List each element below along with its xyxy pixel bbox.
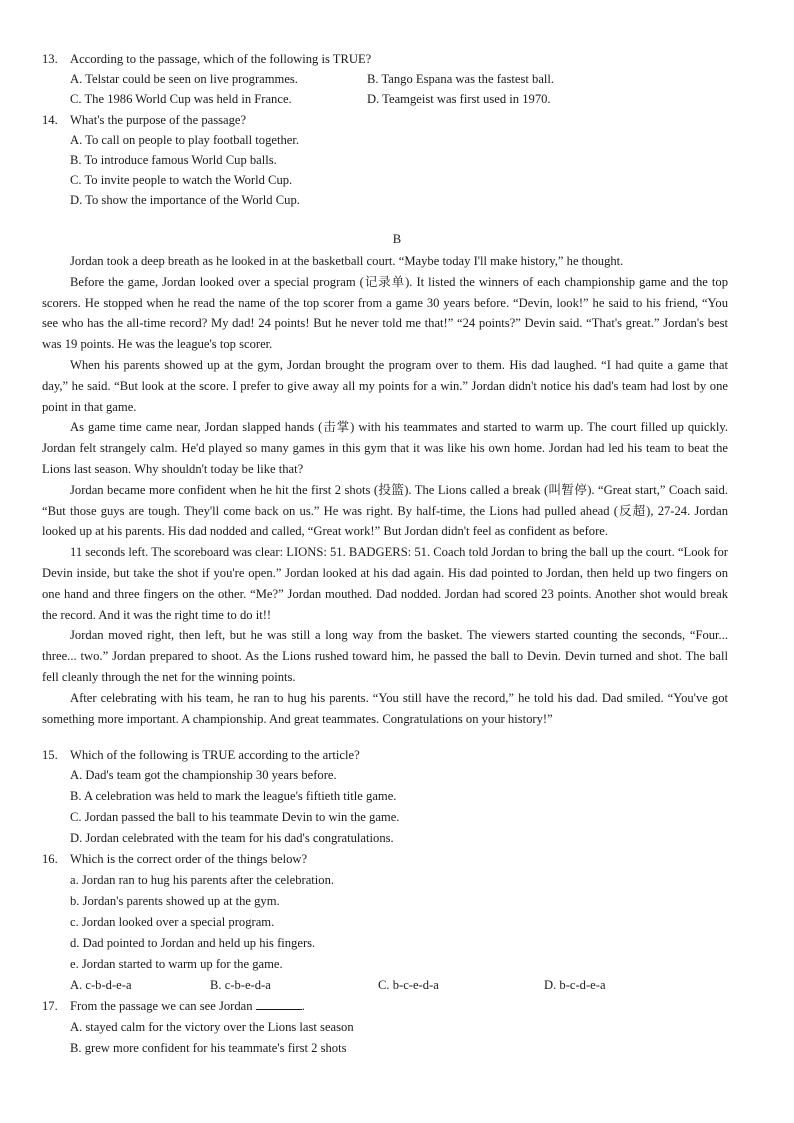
order-item: b. Jordan's parents showed up at the gym. (70, 894, 280, 908)
option-b: B. grew more confident for his teammate's first 2 shots (70, 1041, 347, 1055)
passage-paragraph: After celebrating with his team, he ran to hug his parents. “You still have the record,” he told his dad. Dad smiled. “You've got something more important. A championship. And great teammates. Congratulations on your history!” (42, 690, 728, 726)
reading-passage (42, 251, 728, 729)
order-item: c. Jordan looked over a special program. (70, 915, 275, 929)
passage-paragraph: When his parents showed up at the gym, Jordan brought the program over to them. His dad laughed. “I had quite a game that day,” he said. “But look at the score. I prefer to give away all my points for a win.” Jordan didn't notice his dad's team had lost by one point in that game. (42, 357, 728, 414)
question-number: 14. (42, 113, 58, 127)
passage-paragraph: Before the game, Jordan looked over a special program (记录单). It listed the winners of each championship game and the top scorers. He stopped when he read the name of the top scorer from a game 30 years before. “Devin, look!” he said to his friend, “You see who has the all-time record? My dad! 24 points! But he never told me that!” “24 points?” Devin said. “That's great.” Jordan's best was 19 points. He was the league's top scorer. (42, 274, 728, 352)
question-stem: What's the purpose of the passage? (70, 113, 247, 127)
option-c: C. The 1986 World Cup was held in France. (70, 92, 292, 106)
option-c: C. To invite people to watch the World Cup. (70, 173, 293, 187)
question-stem-end: . (301, 999, 305, 1013)
option-c: C. Jordan passed the ball to his teammate Devin to win the game. (70, 810, 400, 824)
passage-paragraph: Jordan became more confident when he hit the first 2 shots (投篮). The Lions called a break (叫暂停). “Great start,” Coach said. “But those guys are tough. They'll come back on us.” He was right. By half-time, the Lions had pulled ahead (反超), 27-24. Jordan looked up at his parents. His dad nodded and called, “Great work!” But Jordan didn't feel as confident as before. (42, 482, 728, 539)
answer-blank (256, 999, 302, 1010)
question-number: 13. (42, 52, 58, 66)
order-item: a. Jordan ran to hug his parents after the celebration. (70, 873, 335, 887)
passage-paragraph: 11 seconds left. The scoreboard was clear: LIONS: 51. BADGERS: 51. Coach told Jordan to bring the ball up the court. “Look for Devin inside, but take the shot if you're open.” Jordan looked at his dad again. His dad pointed to Jordan, then held up two fingers on one hand and three fingers on the other. “Me?” Jordan mouthed. Dad nodded. Jordan had scored 23 points. Another shot would break the record. And it was the right time to do it!! (42, 545, 728, 622)
option-b: B. c-b-e-d-a (210, 978, 271, 992)
option-b: B. Tango Espana was the fastest ball. (367, 72, 555, 86)
option-d: D. Jordan celebrated with the team for his dad's congratulations. (70, 831, 394, 845)
option-a: A. Dad's team got the championship 30 years before. (70, 768, 337, 782)
option-a: A. To call on people to play football together. (70, 133, 300, 147)
option-a: A. Telstar could be seen on live programmes. (70, 72, 298, 86)
passage-paragraph: As game time came near, Jordan slapped hands (击掌) with his teammates and started to warm up. The court filled up quickly. Jordan felt strangely calm. He'd played so many games in this gym that it was like his own home. Jordan had led his team to beat the Lions last season. Why shouldn't today be like that? (42, 420, 728, 476)
option-a: A. c-b-d-e-a (70, 978, 132, 992)
passage-paragraph: Jordan moved right, then left, but he was still a long way from the basket. The viewers started counting the seconds, “Four... three... two.” Jordan prepared to shoot. As the Lions rushed toward him, he passed the ball to Devin. Devin turned and shot. The ball fell cleanly through the net for the winning points. (42, 628, 728, 684)
option-b: B. To introduce famous World Cup balls. (70, 153, 277, 167)
order-item: e. Jordan started to warm up for the game. (70, 957, 283, 971)
question-number: 17. (42, 999, 58, 1013)
option-d: D. Teamgeist was first used in 1970. (367, 92, 551, 106)
passage-paragraph: Jordan took a deep breath as he looked in at the basketball court. “Maybe today I'll make history,” he thought. (70, 254, 624, 268)
question-stem: According to the passage, which of the following is TRUE? (70, 52, 372, 66)
order-item: d. Dad pointed to Jordan and held up his fingers. (70, 936, 316, 950)
question-stem: Which of the following is TRUE according to the article? (70, 748, 360, 762)
question-number: 16. (42, 852, 58, 866)
question-stem-text: From the passage we can see Jordan (70, 999, 253, 1013)
option-d: D. To show the importance of the World Cup. (70, 193, 300, 207)
question-number: 15. (42, 748, 58, 762)
section-heading: B (392, 232, 402, 246)
option-a: A. stayed calm for the victory over the Lions last season (70, 1020, 354, 1034)
question-stem: Which is the correct order of the things below? (70, 852, 308, 866)
option-c: C. b-c-e-d-a (378, 978, 439, 992)
option-b: B. A celebration was held to mark the league's fiftieth title game. (70, 789, 397, 803)
option-d: D. b-c-d-e-a (544, 978, 606, 992)
question-stem (70, 999, 305, 1014)
